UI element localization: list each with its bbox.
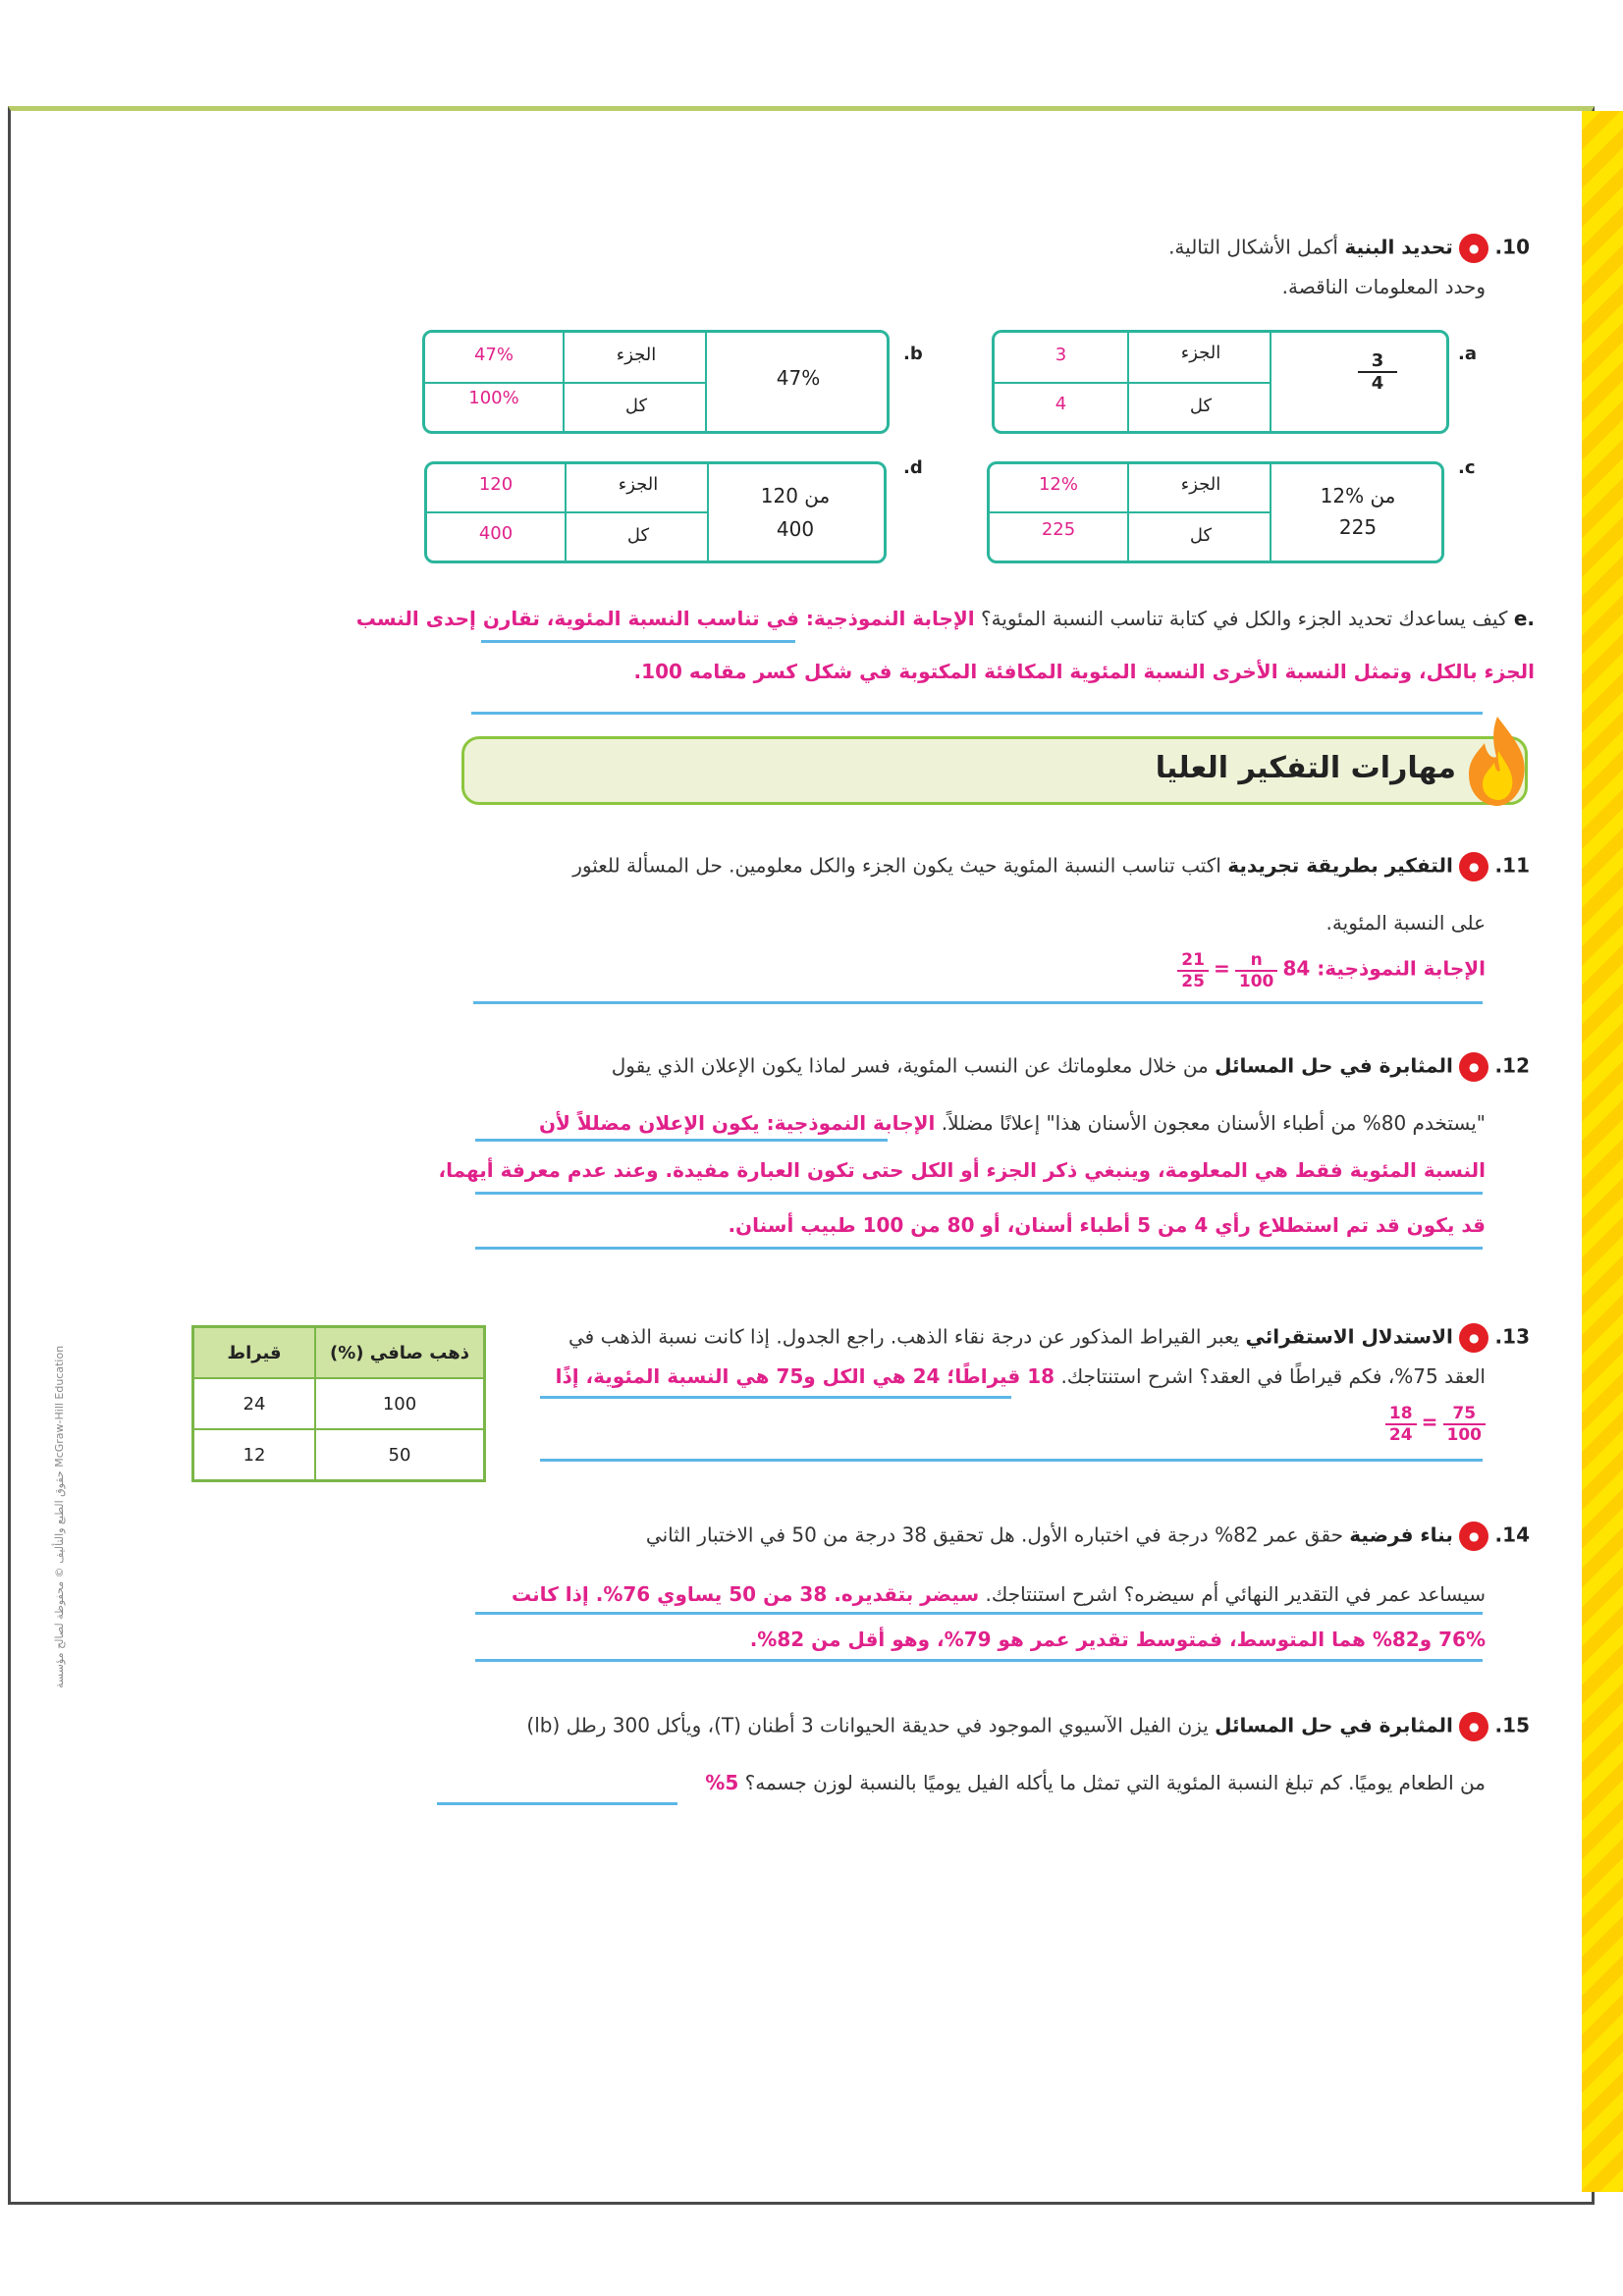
q12-title: المثابرة في حل المسائل xyxy=(1215,1053,1453,1078)
q12-answer2: النسبة المئوية فقط هي المعلومة، وينبغي ذكر الجزء أو الكل حتى تكون العبارة مفيدة. وعند عدم معرفة أيهما، xyxy=(438,1158,1486,1182)
q10-line1 xyxy=(1168,234,1530,263)
pure-gold-header: (%) ذهب صافي xyxy=(315,1327,485,1379)
box-a-letter: .a xyxy=(1458,344,1477,364)
answer-line xyxy=(437,1802,677,1805)
answer-line xyxy=(540,1459,1483,1462)
q14-text2: سيساعد عمر في التقدير النهائي أم سيضره؟ اشرح استنتاجك. xyxy=(985,1582,1486,1606)
q15-answer: 5% xyxy=(705,1771,739,1794)
answer-line xyxy=(475,1192,1483,1195)
equals-sign: = xyxy=(1421,1410,1438,1434)
level-icon: ● xyxy=(1459,1052,1488,1082)
q11-text1: اكتب تناسب النسبة المئوية حيث يكون الجزء والكل معلومين. حل المسألة للعثور xyxy=(572,853,1221,878)
box-a-whole-label: كل xyxy=(1189,396,1213,416)
box-d-part-label: الجزء xyxy=(618,474,659,495)
box-b-part-label: الجزء xyxy=(616,345,657,365)
yellow-edge-stripe xyxy=(1582,111,1623,2192)
box-c-part-label: الجزء xyxy=(1180,474,1221,495)
table-cell: 24 xyxy=(193,1378,316,1429)
box-c-letter: .c xyxy=(1458,457,1476,478)
box-d-part: 120 xyxy=(478,474,514,495)
q14-line2 xyxy=(512,1582,1486,1606)
q13-fraction-answer xyxy=(1385,1404,1486,1445)
answer-line xyxy=(475,1247,1483,1250)
box-d-whole-label: كل xyxy=(626,525,650,546)
q11-title: التفكير بطريقة تجريدية xyxy=(1227,853,1453,878)
box-a-part: 3 xyxy=(1055,345,1067,365)
q13-frac1: $\frac{18}{24}$ xyxy=(1385,1404,1417,1445)
q10-text1: أكمل الأشكال التالية. xyxy=(1168,235,1338,259)
box-d-main1: 120 من xyxy=(760,484,831,507)
q14-title: بناء فرضية xyxy=(1349,1522,1453,1547)
level-icon: ● xyxy=(1459,1522,1488,1551)
box-d-main2: 400 xyxy=(776,517,815,541)
q15-line2 xyxy=(705,1771,1486,1794)
q10e-line xyxy=(356,607,1535,630)
copyright-credit: حقوق الطبع والتأليف © محفوظة لصالح مؤسسة McGraw-Hill Education xyxy=(53,1345,66,1688)
q14-number: 14. xyxy=(1494,1522,1530,1547)
box-d xyxy=(424,461,887,563)
answer-line xyxy=(475,1139,888,1142)
q10e-question: كيف يساعدك تحديد الجزء والكل في كتابة تناسب النسبة المئوية؟ xyxy=(980,607,1508,630)
q11-answer-label: الإجابة النموذجية: 84 xyxy=(1282,956,1486,981)
box-a-whole: 4 xyxy=(1055,394,1067,414)
karat-header: قيراط xyxy=(193,1327,316,1379)
table-row xyxy=(193,1429,485,1481)
q13-answer1: 18 قيراطًا؛ 24 هي الكل و75 هي النسبة المئوية، إذًا xyxy=(555,1364,1055,1388)
q10-title: تحديد البنية xyxy=(1344,235,1453,259)
q10e-letter: .e xyxy=(1513,607,1535,630)
answer-line xyxy=(471,712,1483,715)
q11-answer xyxy=(1177,950,1486,991)
q13-text1: يعبر القيراط المذكور عن درجة نقاء الذهب. راجع الجدول. إذا كانت نسبة الذهب في xyxy=(568,1324,1240,1349)
q10e-answer2: الجزء بالكل، وتمثل النسبة الأخرى النسبة المئوية المكافئة المكتوبة في شكل كسر مقامه 100. xyxy=(633,660,1535,683)
higher-thinking-banner xyxy=(461,736,1528,805)
q13-text2: العقد 75%، فكم قيراطًا في العقد؟ اشرح استنتاجك. xyxy=(1060,1364,1486,1388)
q12-answer3: قد يكون قد تم استطلاع رأي 4 من 5 أطباء أسنان، أو 80 من 100 طبيب أسنان. xyxy=(728,1213,1486,1237)
karat-table xyxy=(191,1325,486,1482)
box-c-part: 12% xyxy=(1038,474,1078,495)
box-b-letter: .b xyxy=(903,344,923,364)
q10e-answer1: الإجابة النموذجية: في تناسب النسبة المئوية، تقارن إحدى النسب xyxy=(355,607,975,630)
q10-number: 10. xyxy=(1494,235,1530,259)
box-b xyxy=(422,330,890,434)
answer-line xyxy=(475,1612,1483,1615)
level-icon: ● xyxy=(1459,234,1488,263)
q14-answer1: سيضر بتقديره. 38 من 50 يساوي 76%. إذا كانت xyxy=(512,1582,980,1606)
banner-title: مهارات التفكير العليا xyxy=(1155,751,1456,785)
q13-number: 13. xyxy=(1494,1324,1530,1349)
q13-line1 xyxy=(568,1323,1530,1353)
q14-line1 xyxy=(646,1522,1530,1551)
level-icon: ● xyxy=(1459,1323,1488,1353)
q12-line1 xyxy=(612,1052,1530,1082)
box-c-main1: 12% من xyxy=(1320,484,1396,507)
q15-text2: من الطعام يوميًا. كم تبلغ النسبة المئوية التي تمثل ما يأكله الفيل يوميًا بالنسبة لوزن جسمه؟ xyxy=(744,1771,1486,1794)
answer-line xyxy=(473,1001,1483,1004)
equals-sign: = xyxy=(1214,956,1230,981)
q11-line1 xyxy=(572,852,1530,881)
q13-line2 xyxy=(556,1364,1486,1388)
level-icon: ● xyxy=(1459,1712,1488,1741)
table-cell: 100 xyxy=(315,1378,485,1429)
box-b-whole-label: كل xyxy=(624,396,648,416)
answer-line xyxy=(481,640,795,643)
table-row xyxy=(193,1378,485,1429)
q11-frac2: $\frac{n}{100}$ xyxy=(1235,950,1278,991)
box-c-whole: 225 xyxy=(1041,519,1076,540)
level-icon: ● xyxy=(1459,852,1488,881)
box-c-main2: 225 xyxy=(1338,515,1378,539)
q13-title: الاستدلال الاستقرائي xyxy=(1245,1324,1453,1349)
q11-frac1: $\frac{21}{25}$ xyxy=(1177,950,1209,991)
q15-text1: يزن الفيل الآسيوي الموجود في حديقة الحيوانات 3 أطنان (T)، ويأكل 300 رطل (lb) xyxy=(526,1713,1209,1737)
q14-text1: حقق عمر 82% درجة في اختباره الأول. هل تحقيق 38 درجة من 50 في الاختبار الثاني xyxy=(645,1522,1343,1547)
box-d-whole: 400 xyxy=(478,523,514,544)
q13-frac2: $\frac{75}{100}$ xyxy=(1443,1404,1487,1445)
q12-text2: "يستخدم 80% من أطباء الأسنان معجون الأسنان هذا" إعلانًا مضللاً. xyxy=(941,1111,1486,1135)
box-b-main: 47% xyxy=(776,366,821,390)
table-cell: 12 xyxy=(193,1429,316,1481)
q15-number: 15. xyxy=(1494,1713,1530,1737)
q12-line2 xyxy=(539,1111,1486,1135)
box-d-letter: .d xyxy=(903,457,923,478)
q12-answer1: الإجابة النموذجية: يكون الإعلان مضللاً لأن xyxy=(538,1111,936,1135)
q15-line1 xyxy=(526,1712,1530,1741)
box-a-fraction: 3 4 xyxy=(1358,350,1397,394)
q12-number: 12. xyxy=(1494,1053,1530,1078)
q11-text2: على النسبة المئوية. xyxy=(1325,911,1486,934)
q11-number: 11. xyxy=(1494,853,1530,878)
box-a xyxy=(992,330,1449,434)
q14-answer2: 76% و82% هما المتوسط، فمتوسط تقدير عمر هو 79%، وهو أقل من 82%. xyxy=(749,1628,1486,1651)
box-c xyxy=(987,461,1444,563)
flame-icon xyxy=(1463,712,1532,810)
table-cell: 50 xyxy=(315,1429,485,1481)
box-a-part-label: الجزء xyxy=(1180,343,1221,363)
box-b-whole: 100% xyxy=(468,388,519,408)
answer-line xyxy=(540,1396,1011,1399)
q15-title: المثابرة في حل المسائل xyxy=(1215,1713,1453,1737)
box-c-whole-label: كل xyxy=(1189,525,1213,546)
q12-text1: من خلال معلوماتك عن النسب المئوية، فسر لماذا يكون الإعلان الذي يقول xyxy=(611,1053,1209,1078)
q10-text2: وحدد المعلومات الناقصة. xyxy=(1281,275,1486,298)
answer-line xyxy=(475,1659,1483,1662)
box-b-part: 47% xyxy=(473,345,514,365)
